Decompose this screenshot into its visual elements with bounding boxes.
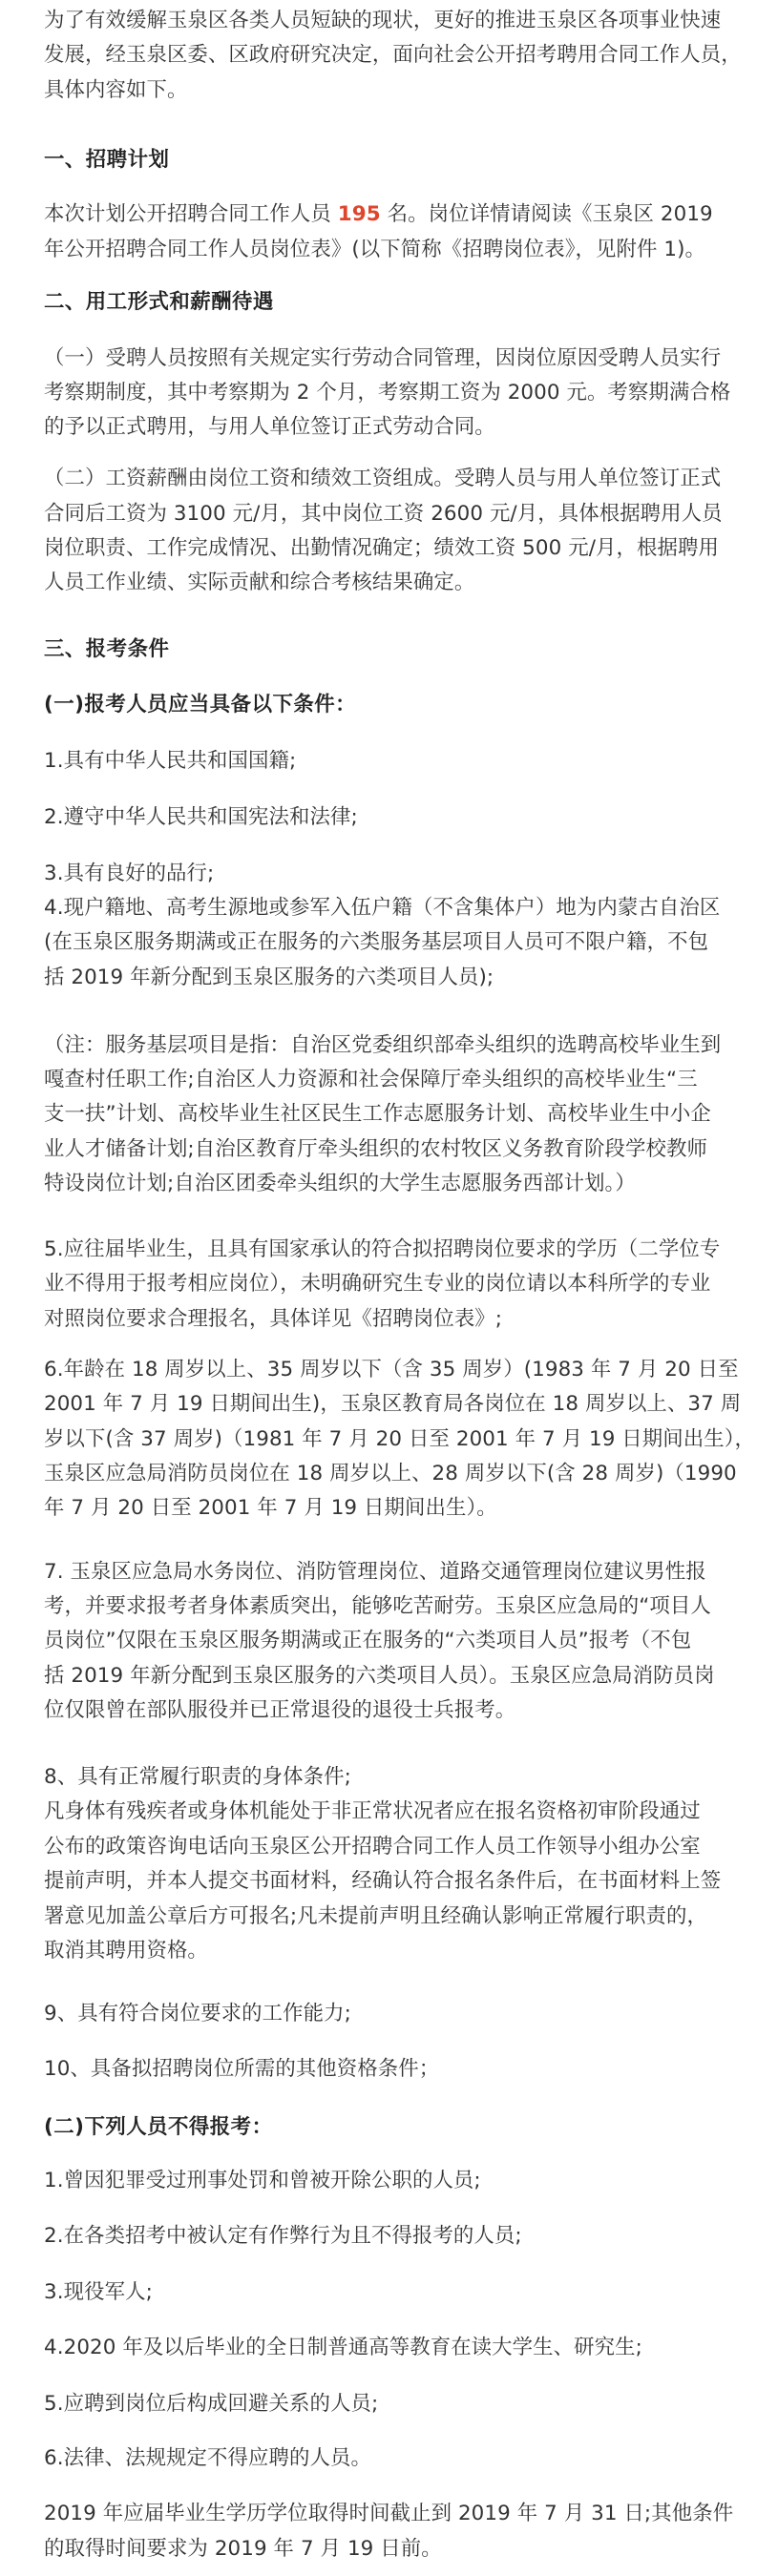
text-line: 年公开招聘合同工作人员岗位表》(以下简称《招聘岗位表》，见附件 1)。 (44, 237, 706, 261)
text-line: （一）受聘人员按照有关规定实行劳动合同管理，因岗位原因受聘人员实行 (44, 345, 722, 370)
service-project-note (44, 1028, 724, 1202)
condition-2: 2.遵守中华人民共和国宪法和法律; (44, 804, 358, 829)
text-line: 括 2019 年新分配到玉泉区服务的六类项目人员）。玉泉区应急局消防员岗 (44, 1663, 715, 1688)
text-line: 8、具有正常履行职责的身体条件; (44, 1765, 351, 1789)
condition-9: 9、具有符合岗位要求的工作能力; (44, 2002, 351, 2026)
text-line: 业不得用于报考相应岗位），未明确研究生专业的岗位请以本科所学的专业 (44, 1272, 711, 1297)
headcount-highlight: 195 (337, 202, 381, 227)
final-note (44, 2497, 734, 2566)
text-segment: 名。岗位详情请阅读《玉泉区 2019 (380, 202, 713, 227)
text-line: 岗位职责、工作完成情况、出勤情况确定；绩效工资 500 元/月，根据聘用 (44, 536, 719, 561)
exclusion-2: 2.在各类招考中被认定有作弊行为且不得报考的人员; (44, 2224, 522, 2249)
text-line: 4.现户籍地、高考生源地或参军入伍户籍（不含集体户）地为内蒙古自治区 (44, 895, 721, 920)
subsection-1-heading: (一)报考人员应当具备以下条件： (44, 693, 357, 717)
condition-7 (44, 1555, 724, 1729)
text-line: 位仅限曾在部队服役并已正常退役的退役士兵报考。 (44, 1698, 516, 1723)
text-line: 玉泉区应急局消防员岗位在 18 周岁以上、28 周岁以下(含 28 周岁)（1990 (44, 1462, 737, 1486)
text-line: 的予以正式聘用，与用人单位签订正式劳动合同。 (44, 415, 495, 440)
exclusion-6: 6.法律、法规规定不得应聘的人员。 (44, 2446, 371, 2471)
text-line: 考，并要求报考者身体素质突出，能够吃苦耐劳。玉泉区应急局的“项目人 (44, 1593, 711, 1618)
text-line: 署意见加盖公章后方可报名;凡未提前声明且经确认影响正常履行职责的， (44, 1903, 708, 1928)
text-line: 凡身体有残疾者或身体机能处于非正常状况者应在报名资格初审阶段通过 (44, 1799, 701, 1824)
text-line: 的取得时间要求为 2019 年 7 月 19 日前。 (44, 2536, 442, 2561)
employment-paragraph-1 (44, 342, 731, 446)
employment-paragraph-2 (44, 462, 724, 601)
text-line: 7. 玉泉区应急局水务岗位、消防管理岗位、道路交通管理岗位建议男性报 (44, 1559, 706, 1584)
text-line: 具体内容如下。 (44, 77, 188, 102)
text-line: 岁以下(含 37 周岁)（1981 年 7 月 20 日至 2001 年 7 月 19 日期间出生）， (44, 1426, 756, 1451)
condition-3-4 (44, 857, 724, 996)
exclusion-5: 5.应聘到岗位后构成回避关系的人员; (44, 2391, 379, 2416)
text-line: 3.具有良好的品行; (44, 861, 215, 885)
text-line: （注：服务基层项目是指：自治区党委组织部牵头组织的选聘高校毕业生到 (44, 1032, 722, 1057)
recruitment-plan-paragraph (44, 197, 724, 267)
condition-1: 1.具有中华人民共和国国籍; (44, 749, 297, 773)
text-line: 提前声明，并本人提交书面材料，经确认符合报名条件后，在书面材料上签 (44, 1869, 722, 1894)
intro-paragraph (44, 4, 742, 108)
text-line: 年 7 月 20 日至 2001 年 7 月 19 日期间出生）。 (44, 1496, 497, 1521)
section-2-heading: 二、用工形式和薪酬待遇 (44, 289, 274, 314)
exclusion-4: 4.2020 年及以后毕业的全日制普通高等教育在读大学生、研究生; (44, 2335, 642, 2359)
text-line: (在玉泉区服务期满或正在服务的六类服务基层项目人员可不限户籍，不包 (44, 930, 709, 955)
text-line: 取消其聘用资格。 (44, 1938, 208, 1963)
condition-5 (44, 1233, 724, 1337)
text-segment: 本次计划公开招聘合同工作人员 (44, 202, 338, 227)
exclusion-1: 1.曾因犯罪受过刑事处罚和曾被开除公职的人员; (44, 2169, 481, 2193)
text-line: 嘎查村任职工作;自治区人力资源和社会保障厅牵头组织的高校毕业生“三 (44, 1067, 698, 1091)
text-line: 6.年龄在 18 周岁以上、35 周岁以下（含 35 周岁）(1983 年 7 月 20 日至 (44, 1357, 739, 1381)
exclusion-3: 3.现役军人; (44, 2280, 153, 2304)
condition-6 (44, 1353, 756, 1527)
text-line: 发展，经玉泉区委、区政府研究决定，面向社会公开招考聘用合同工作人员， (44, 43, 742, 68)
section-3-heading: 三、报考条件 (44, 637, 170, 662)
text-line: （二）工资薪酬由岗位工资和绩效工资组成。受聘人员与用人单位签订正式 (44, 467, 722, 491)
text-line: 人员工作业绩、实际贡献和综合考核结果确定。 (44, 571, 475, 595)
text-line: 括 2019 年新分配到玉泉区服务的六类项目人员); (44, 965, 494, 989)
text-line: 2019 年应届毕业生学历学位取得时间截止到 2019 年 7 月 31 日;其他条件 (44, 2502, 734, 2526)
text-line (44, 197, 724, 232)
section-1-heading: 一、招聘计划 (44, 148, 170, 173)
text-line: 合同后工资为 3100 元/月，其中岗位工资 2600 元/月，具体根据聘用人员 (44, 501, 723, 526)
text-line: 为了有效缓解玉泉区各类人员短缺的现状，更好的推进玉泉区各项事业快速 (44, 9, 722, 32)
text-line: 公布的政策咨询电话向玉泉区公开招聘合同工作人员工作领导小组办公室 (44, 1834, 701, 1859)
text-line: 对照岗位要求合理报名，具体详见《招聘岗位表》; (44, 1306, 503, 1331)
text-line: 支一扶”计划、高校毕业生社区民生工作志愿服务计划、高校毕业生中小企 (44, 1102, 711, 1127)
condition-8 (44, 1760, 724, 1968)
text-line: 2001 年 7 月 19 日期间出生)，玉泉区教育局各岗位在 18 周岁以上、37 周 (44, 1392, 742, 1417)
text-line: 业人才储备计划;自治区教育厅牵头组织的农村牧区义务教育阶段学校教师 (44, 1136, 708, 1161)
text-line: 考察期制度，其中考察期为 2 个月，考察期工资为 2000 元。考察期满合格 (44, 380, 731, 405)
subsection-2-heading: (二)下列人员不得报考： (44, 2114, 273, 2139)
text-line: 5.应往届毕业生，且具有国家承认的符合拟招聘岗位要求的学历（二学位专 (44, 1237, 721, 1261)
text-line: 员岗位”仅限在玉泉区服务期满或正在服务的“六类项目人员”报考（不包 (44, 1629, 692, 1653)
condition-10: 10、具备拟招聘岗位所需的其他资格条件； (44, 2056, 440, 2081)
text-line: 特设岗位计划;自治区团委牵头组织的大学生志愿服务西部计划。） (44, 1172, 636, 1195)
